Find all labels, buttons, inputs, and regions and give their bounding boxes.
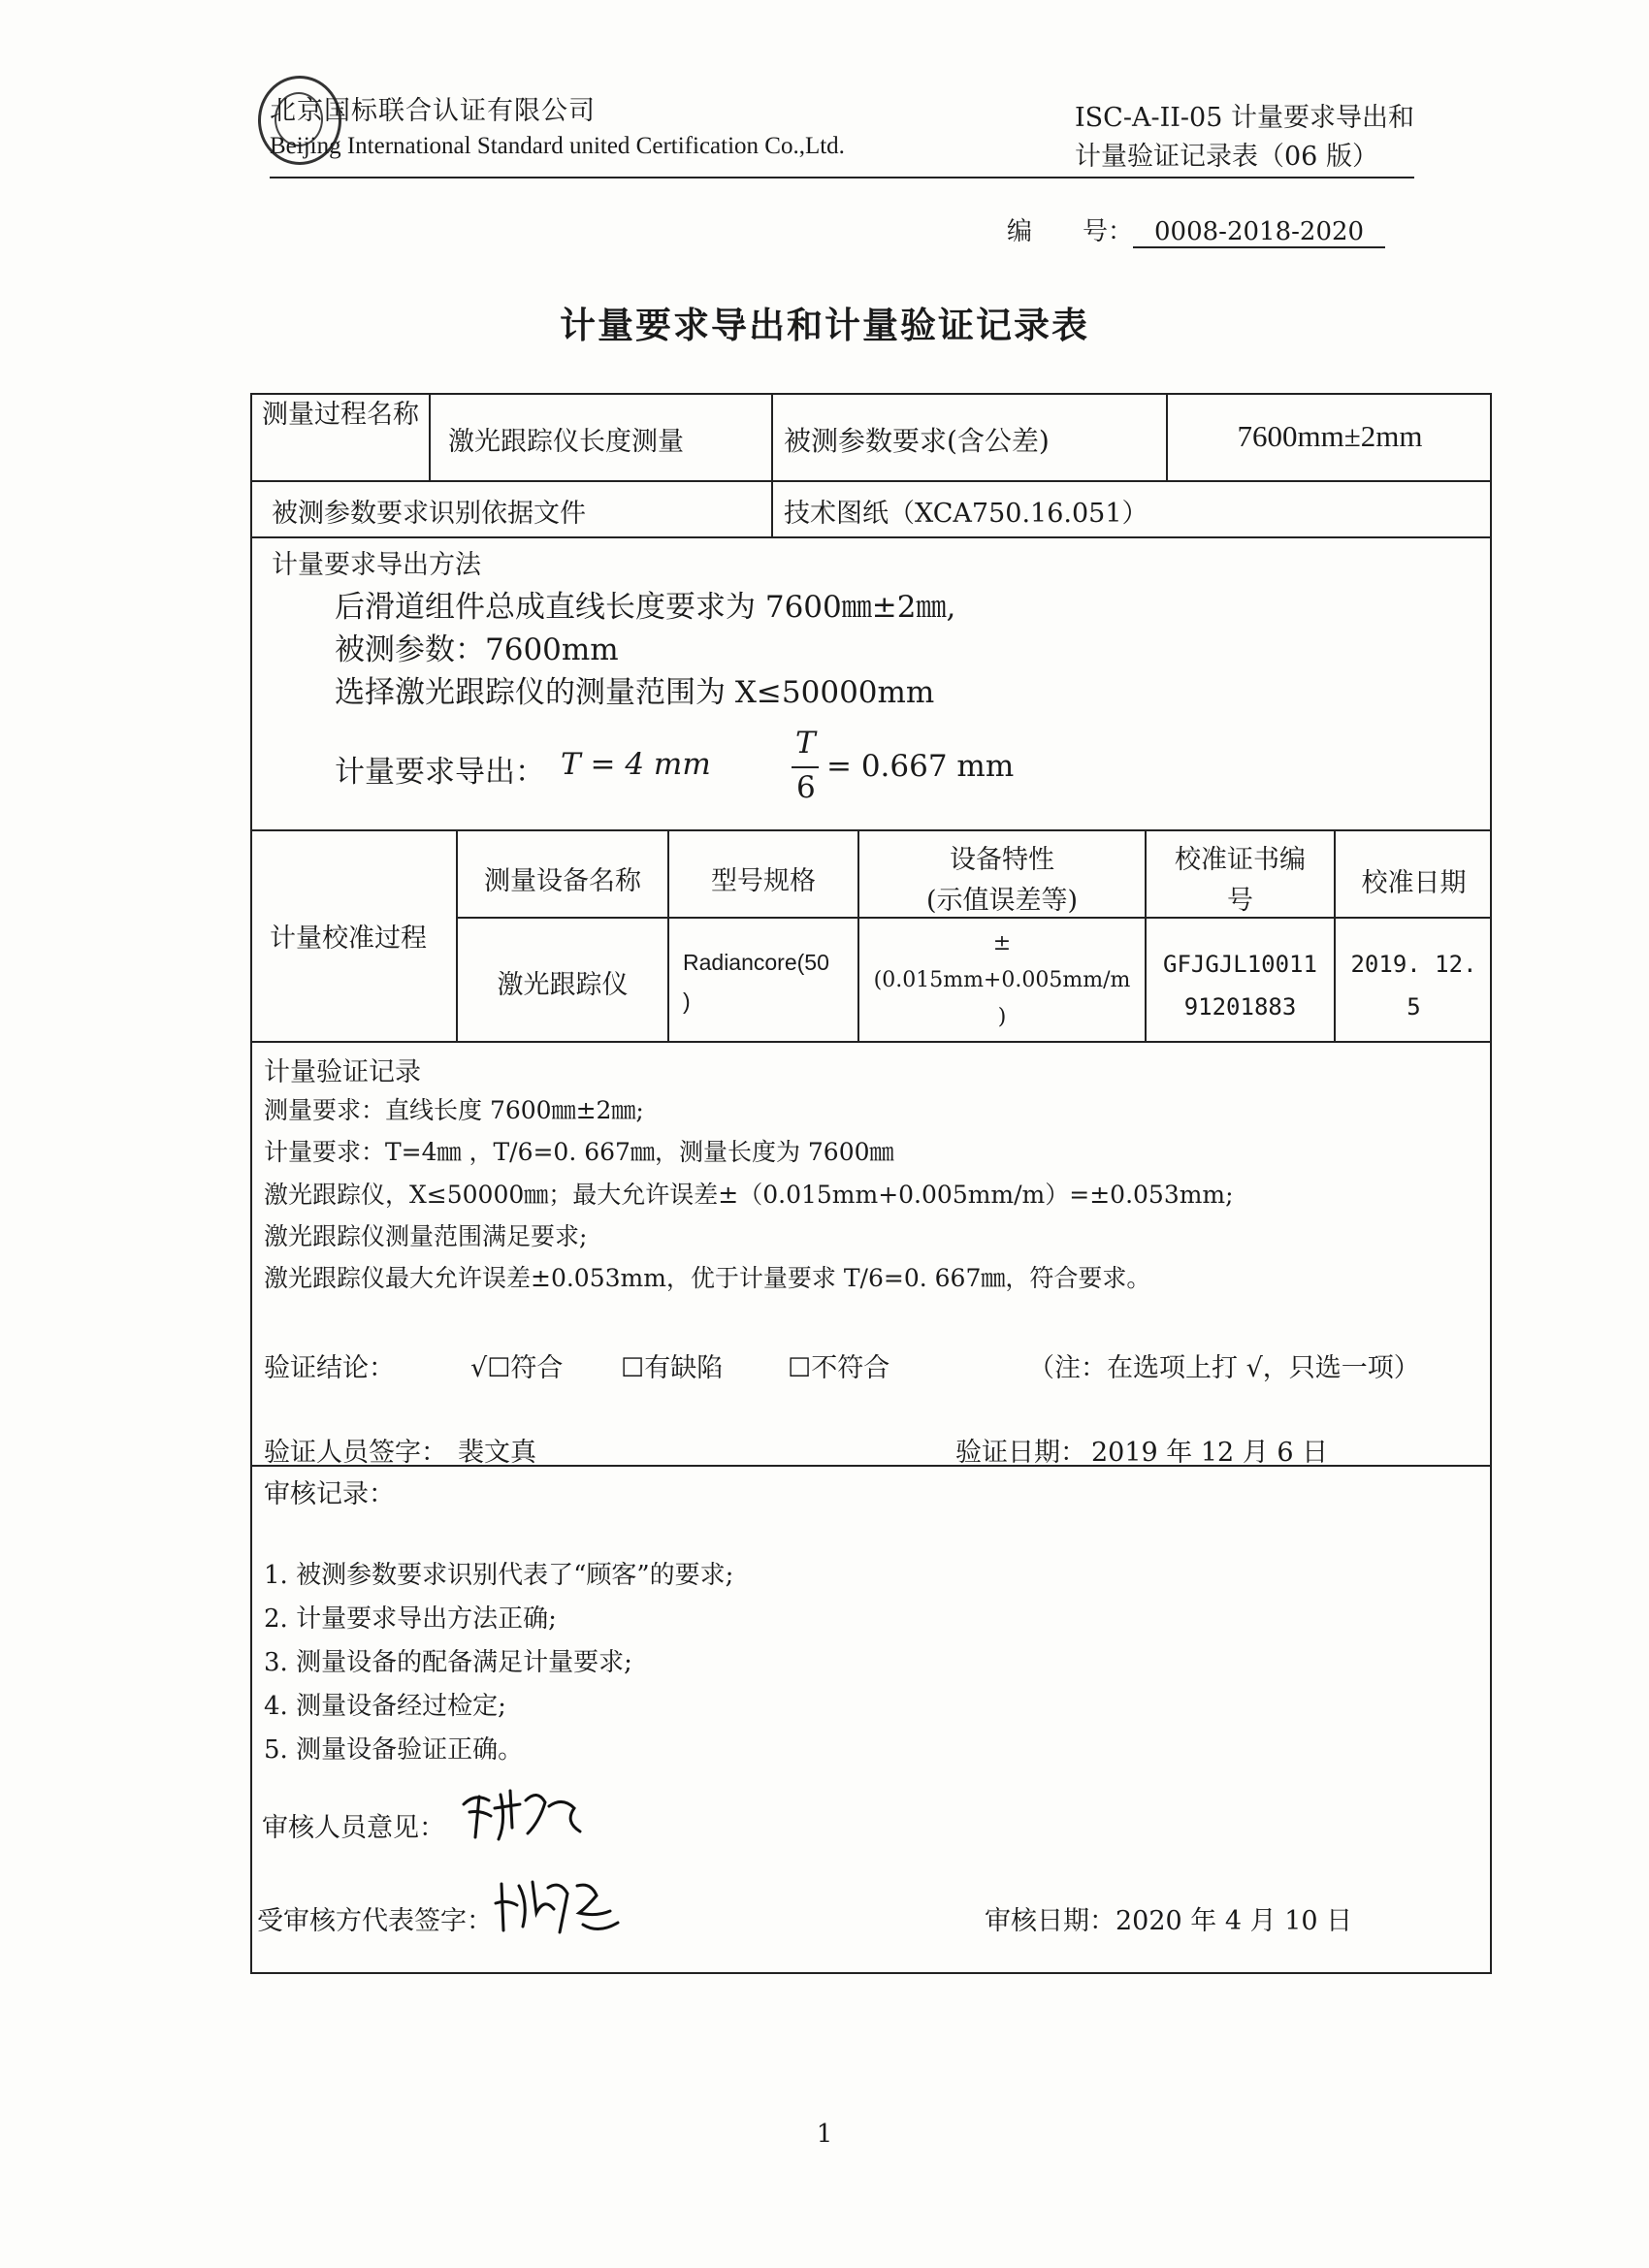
- verification-line5: 激光跟踪仪最大允许误差±0.053mm，优于计量要求 T/6=0. 667㎜，符合要求。: [264, 1264, 1151, 1292]
- audit-heading: 审核记录：: [264, 1479, 395, 1509]
- calibration-section-label: 计量校准过程: [270, 923, 427, 954]
- col-cert-number: 校准证书编 号: [1175, 845, 1306, 916]
- basis-doc-value: 技术图纸（XCA750.16.051）: [784, 499, 1148, 529]
- t-expression: T = 4 mm: [561, 747, 711, 782]
- process-name-value: 激光跟踪仪长度测量: [448, 427, 684, 457]
- param-req-label: 被测参数要求(含公差): [784, 425, 1050, 457]
- audit-date: 2020 年 4 月 10 日: [1116, 1906, 1353, 1936]
- verification-line4: 激光跟踪仪测量范围满足要求;: [264, 1222, 588, 1250]
- auditor-signature: [456, 1783, 592, 1841]
- auditee-signature: [490, 1874, 635, 1938]
- form-code: [1075, 99, 1414, 177]
- equipment-name: 激光跟踪仪: [497, 970, 629, 1000]
- verifier-name: 裴文真: [458, 1438, 536, 1468]
- company-name-en: Beijing International Standard united Certification Co.,Ltd.: [270, 133, 845, 159]
- page-number: 1: [816, 2120, 833, 2149]
- process-name-label: 测量过程名称: [262, 400, 419, 430]
- form-code-line2: 计量验证记录表（06 版）: [1075, 142, 1378, 172]
- header-rule: [270, 177, 1414, 178]
- fraction-denominator: 6: [796, 770, 816, 805]
- audit-item: 1. 被测参数要求识别代表了“顾客”的要求;: [264, 1561, 734, 1590]
- verification-date: 2019 年 12 月 6 日: [1091, 1438, 1329, 1468]
- option-defect[interactable]: ☐有缺陷: [621, 1353, 724, 1383]
- conclusion-label: 验证结论：: [264, 1353, 395, 1383]
- param-req-value: 7600mm±2mm: [1237, 419, 1423, 453]
- doc-number-value: 0008-2018-2020: [1133, 217, 1385, 248]
- verification-line2: 计量要求：T=4㎜ ，T/6=0. 667㎜，测量长度为 7600㎜: [264, 1138, 894, 1166]
- method-line2: 被测参数：7600mm: [335, 632, 619, 667]
- cert-number: GFJGJL10011 91201883: [1163, 951, 1317, 1021]
- fraction-numerator: T: [795, 726, 816, 761]
- option-conform[interactable]: √☐符合: [470, 1353, 564, 1383]
- audit-item: 5. 测量设备验证正确。: [264, 1735, 524, 1765]
- auditor-opinion-label: 审核人员意见：: [262, 1813, 445, 1843]
- method-line3: 选择激光跟踪仪的测量范围为 X≤50000mm: [335, 675, 935, 710]
- verifier-signature-label: 验证人员签字：: [264, 1438, 447, 1468]
- fraction-result: = 0.667 mm: [826, 749, 1015, 784]
- col-model: 型号规格: [711, 866, 816, 896]
- audit-item: 3. 测量设备的配备满足计量要求;: [264, 1648, 632, 1677]
- method-line1: 后滑道组件总成直线长度要求为 7600㎜±2㎜,: [335, 590, 956, 625]
- equipment-model: Radiancore(50 ): [683, 950, 829, 1014]
- company-header: [270, 89, 845, 160]
- verification-line1: 测量要求：直线长度 7600㎜±2㎜;: [264, 1096, 644, 1124]
- conclusion-note: （注：在选项上打 √，只选一项）: [1028, 1353, 1420, 1383]
- option-nonconform[interactable]: ☐不符合: [788, 1353, 890, 1383]
- audit-item: 4. 测量设备经过检定;: [264, 1692, 506, 1721]
- audit-date-label: 审核日期：: [985, 1906, 1116, 1936]
- cal-date: 2019. 12. 5: [1350, 951, 1477, 1021]
- verification-heading: 计量验证记录: [264, 1057, 421, 1087]
- fraction-bar: [792, 766, 819, 768]
- col-equipment-name: 测量设备名称: [484, 866, 641, 896]
- derive-label: 计量要求导出：: [335, 755, 545, 790]
- audit-item: 2. 计量要求导出方法正确;: [264, 1604, 557, 1634]
- form-code-line1: ISC-A-II-05 计量要求导出和: [1075, 103, 1414, 133]
- equipment-characteristics: ± (0.015mm+0.005mm/m ): [873, 931, 1131, 1029]
- doc-number-label: 编 号：: [1007, 217, 1134, 246]
- verification-line3: 激光跟踪仪，X≤50000㎜；最大允许误差±（0.015mm+0.005mm/m）=±0.053mm;: [264, 1181, 1234, 1209]
- page-title: 计量要求导出和计量验证记录表: [560, 304, 1089, 346]
- document-number: [1007, 211, 1385, 248]
- auditee-rep-label: 受审核方代表签字：: [257, 1906, 493, 1936]
- verification-date-label: 验证日期：: [955, 1438, 1086, 1468]
- basis-doc-label: 被测参数要求识别依据文件: [272, 499, 586, 529]
- company-name-cn: 北京国标联合认证有限公司: [270, 96, 596, 126]
- col-cal-date: 校准日期: [1361, 868, 1467, 898]
- col-characteristics: 设备特性 (示值误差等): [925, 845, 1079, 916]
- method-heading: 计量要求导出方法: [272, 550, 481, 580]
